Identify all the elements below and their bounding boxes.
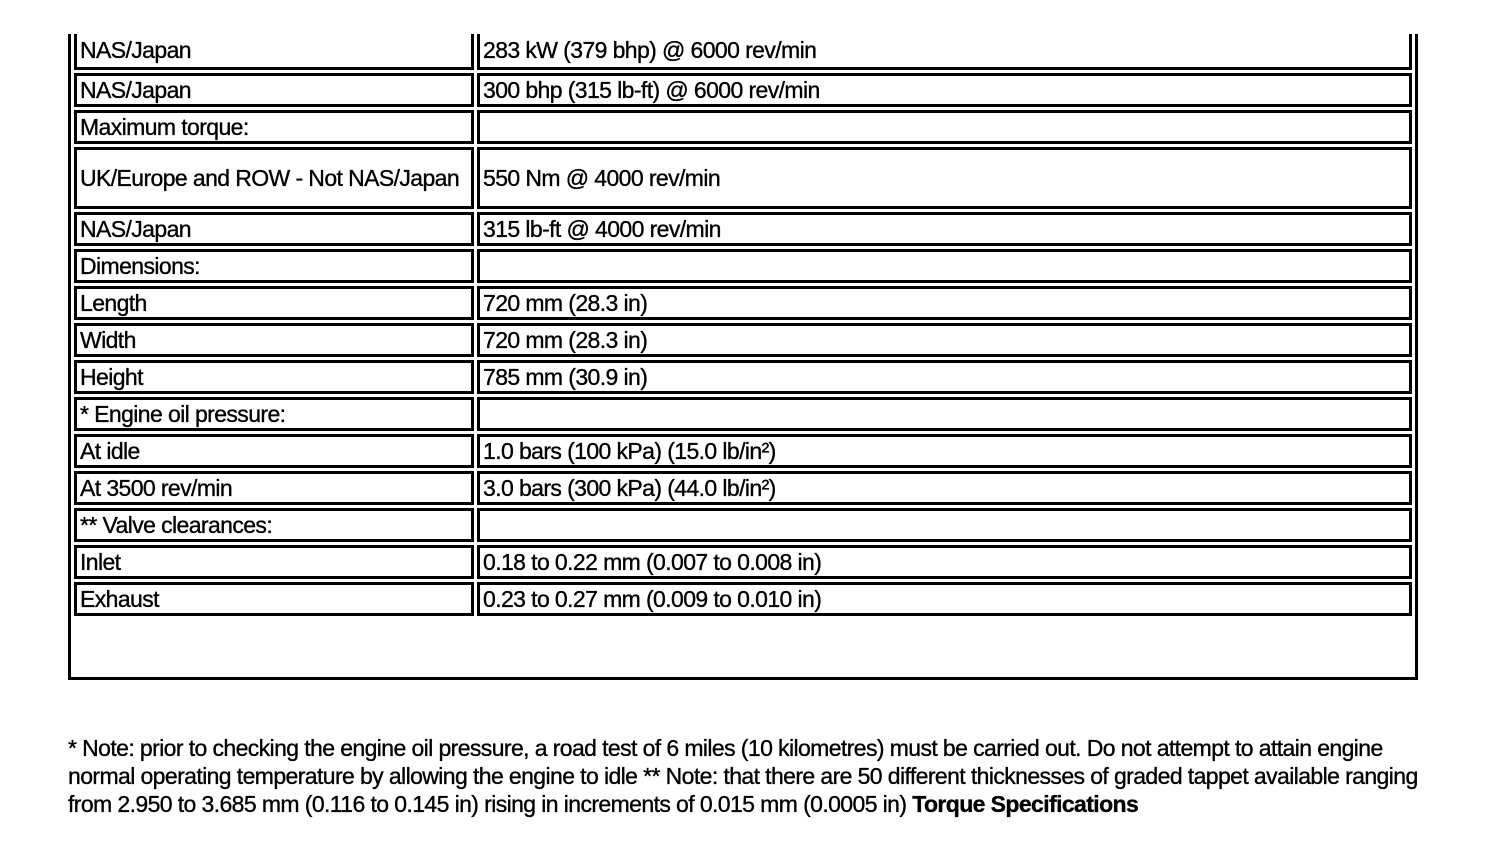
table-row [74, 147, 1412, 209]
spec-label: NAS/Japan [74, 73, 474, 107]
spec-label: At idle [74, 434, 474, 468]
spec-label: Dimensions: [74, 249, 474, 283]
spec-label: Height [74, 360, 474, 394]
spec-label: Length [74, 286, 474, 320]
spec-value: 0.18 to 0.22 mm (0.007 to 0.008 in) [477, 545, 1412, 579]
table-row [74, 249, 1412, 283]
spec-value: 0.23 to 0.27 mm (0.009 to 0.010 in) [477, 582, 1412, 616]
table-row [74, 582, 1412, 616]
spec-value [477, 397, 1412, 431]
spec-value: 785 mm (30.9 in) [477, 360, 1412, 394]
table-row [74, 110, 1412, 144]
footnote-paragraph [68, 734, 1428, 818]
table-row [74, 323, 1412, 357]
table-row [74, 73, 1412, 107]
spec-label: At 3500 rev/min [74, 471, 474, 505]
spec-label: Exhaust [74, 582, 474, 616]
spec-label: Inlet [74, 545, 474, 579]
torque-specifications-heading: Torque Specifications [912, 791, 1139, 817]
table-row [74, 471, 1412, 505]
table-row [74, 360, 1412, 394]
spec-value [477, 249, 1412, 283]
spec-value: 720 mm (28.3 in) [477, 323, 1412, 357]
spec-label: ** Valve clearances: [74, 508, 474, 542]
spec-label: Width [74, 323, 474, 357]
spec-value: 720 mm (28.3 in) [477, 286, 1412, 320]
spec-label: * Engine oil pressure: [74, 397, 474, 431]
spec-value: 283 kW (379 bhp) @ 6000 rev/min [477, 34, 1412, 70]
spec-value [477, 508, 1412, 542]
spec-label: UK/Europe and ROW - Not NAS/Japan [74, 147, 474, 209]
spec-value: 300 bhp (315 lb-ft) @ 6000 rev/min [477, 73, 1412, 107]
spec-value: 1.0 bars (100 kPa) (15.0 lb/in²) [477, 434, 1412, 468]
table-row [74, 34, 1412, 70]
spec-value: 3.0 bars (300 kPa) (44.0 lb/in²) [477, 471, 1412, 505]
spec-value [477, 110, 1412, 144]
footnote-text: * Note: prior to checking the engine oil pressure, a road test of 6 miles (10 kilometres) must be carried out. Do not attempt to attain engine normal operating temperature by allowing the engine to idle ** Note: that there are 50 different thicknesses of graded tappet available ranging from 2.950 to 3.685 mm (0.116 to 0.145 in) rising in increments of 0.015 mm (0.0005 in) [68, 735, 1418, 817]
table-row [74, 434, 1412, 468]
spec-label: Maximum torque: [74, 110, 474, 144]
table-row [74, 397, 1412, 431]
specifications-table-container [68, 34, 1418, 680]
spec-label: NAS/Japan [74, 34, 474, 70]
specifications-table [71, 31, 1415, 619]
table-row [74, 545, 1412, 579]
spec-label: NAS/Japan [74, 212, 474, 246]
table-row [74, 286, 1412, 320]
spec-value: 550 Nm @ 4000 rev/min [477, 147, 1412, 209]
table-row [74, 508, 1412, 542]
spec-value: 315 lb-ft @ 4000 rev/min [477, 212, 1412, 246]
table-row [74, 212, 1412, 246]
